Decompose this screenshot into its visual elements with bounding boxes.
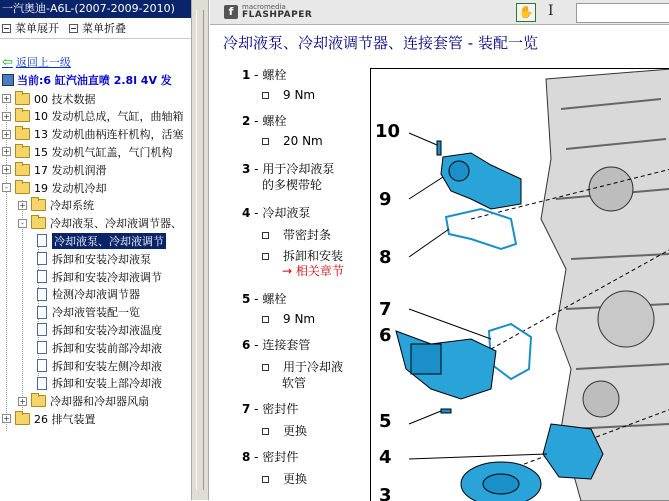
expand-toggle-icon[interactable]: +: [3, 94, 10, 103]
tree-item[interactable]: [34, 268, 162, 285]
callout-5: 5: [379, 411, 392, 432]
legend-item: 4 - 冷却液泵: [242, 206, 311, 220]
bullet-icon: [262, 253, 269, 260]
current-location: 当前:6 缸汽油直喷 2.8l 4V 发: [2, 72, 172, 88]
folder-icon: [15, 110, 30, 122]
callout-9: 9: [379, 189, 392, 210]
folder-icon: [15, 182, 30, 194]
tree-item[interactable]: [34, 321, 162, 338]
document-title: 冷却液泵、冷却液调节器、连接套管 - 装配一览: [223, 34, 538, 52]
tree-item-label: 冷却器和冷却器风扇: [50, 395, 149, 409]
hand-tool-icon[interactable]: ✋: [516, 3, 536, 22]
document-icon: [37, 323, 47, 336]
folder-icon: [15, 413, 30, 425]
tree-item-label: 26 排气装置: [34, 412, 96, 426]
bullet-icon: [262, 92, 269, 99]
legend-item-line2: 的多楔带轮: [262, 178, 323, 192]
search-input[interactable]: [576, 3, 669, 23]
expand-toggle-icon[interactable]: +: [3, 414, 10, 424]
legend-item: 6 - 连接套管: [242, 338, 311, 352]
folder-icon: [15, 128, 30, 140]
related-chapter-link[interactable]: → 相关章节: [282, 264, 344, 278]
folder-icon: [15, 164, 30, 176]
tree-item-label: 冷却液泵、冷却液调节: [54, 234, 164, 248]
expand-toggle-icon[interactable]: +: [3, 111, 10, 121]
callout-7: 7: [379, 299, 392, 320]
legend-item: 3 - 用于冷却液泵: [242, 162, 335, 176]
tree-item-label: 检测冷却液调节器: [52, 288, 140, 302]
legend-subitem: 更换: [262, 422, 307, 439]
tree-item-label: 冷却液管装配一览: [52, 306, 140, 320]
tree-item[interactable]: [34, 304, 140, 321]
folder-icon: [15, 93, 30, 105]
tree-item[interactable]: [18, 215, 182, 232]
collapse-toggle-icon[interactable]: -: [2, 183, 11, 192]
tree-item-label: 拆卸和安装上部冷却液: [52, 377, 162, 391]
legend-subitem: 9 Nm: [262, 88, 315, 102]
legend-subitem: 用于冷却液: [262, 358, 343, 375]
collapse-toggle-icon[interactable]: -: [18, 219, 27, 228]
tree-item[interactable]: [2, 161, 107, 178]
callout-6: 6: [379, 325, 392, 346]
legend-item: 8 - 密封件: [242, 450, 299, 464]
tree-item-label: 19 发动机冷却: [34, 181, 107, 195]
tree-item[interactable]: [2, 143, 173, 160]
menu-collapse-button[interactable]: 菜单折叠: [69, 20, 126, 36]
folder-icon: [15, 146, 30, 158]
tree-item-label: 00 技术数据: [34, 92, 96, 106]
expand-toggle-icon[interactable]: +: [19, 396, 26, 406]
bullet-icon: [262, 428, 269, 435]
expand-toggle-icon[interactable]: +: [3, 147, 10, 157]
tree-item-label: 17 发动机润滑: [34, 163, 107, 177]
menu-expand-button[interactable]: 菜单展开: [2, 20, 59, 36]
collapse-icon: [69, 24, 78, 33]
legend-subitem: 更换: [262, 470, 307, 487]
tree-item-label: 拆卸和安装冷却液调节: [52, 270, 162, 284]
legend-item: 5 - 螺栓: [242, 292, 287, 306]
document-icon: [37, 234, 47, 247]
document-icon: [37, 377, 47, 390]
document-icon: [37, 288, 47, 301]
tree-item[interactable]: [34, 357, 162, 374]
tree-item[interactable]: [2, 179, 107, 196]
callout-4: 4: [379, 447, 392, 468]
callout-10: 10: [375, 121, 401, 142]
document-viewer: [210, 0, 669, 500]
tree-item-label: 13 发动机曲柄连杆机构，活塞: [34, 128, 184, 142]
bullet-icon: [262, 476, 269, 483]
tree-item[interactable]: [34, 286, 140, 303]
tree-item[interactable]: [2, 126, 184, 143]
panel-splitter[interactable]: [191, 0, 209, 500]
window-title: 一汽奥迪-A6L-(2007-2009-2010): [0, 0, 191, 18]
menu-bar: [0, 18, 191, 39]
legend-subitem-line2: 软管: [282, 376, 307, 390]
tree-item[interactable]: [2, 108, 184, 125]
tree-item-label: 拆卸和安装前部冷却液: [52, 341, 162, 355]
text-select-icon[interactable]: I: [548, 3, 554, 19]
tree-item-label: 拆卸和安装冷却液温度: [52, 323, 162, 337]
tree-item[interactable]: [34, 232, 166, 249]
tree-item[interactable]: [34, 375, 162, 392]
legend-item: 1 - 螺栓: [242, 68, 287, 82]
viewer-toolbar: [210, 0, 669, 25]
tree-item[interactable]: [34, 250, 151, 267]
tree-item-label: 拆卸和安装冷却液泵: [52, 252, 151, 266]
expand-toggle-icon[interactable]: +: [19, 200, 26, 210]
exploded-diagram: [370, 68, 669, 501]
folder-icon: [31, 395, 46, 407]
callout-3: 3: [379, 485, 392, 501]
cooling-pump-illustration: [371, 69, 669, 501]
computer-icon: [2, 74, 14, 86]
bullet-icon: [262, 316, 269, 323]
folder-icon: [31, 199, 46, 211]
flashpaper-icon: f: [224, 5, 238, 19]
bullet-icon: [262, 138, 269, 145]
folder-icon: [31, 217, 46, 229]
document-icon: [37, 306, 47, 319]
tree-item-label: 冷却液泵、冷却液调节器、: [50, 217, 182, 231]
tree-item-label: 15 发动机气缸盖，气门机构: [34, 145, 173, 159]
tree-item-label: 10 发动机总成，气缸，曲轴箱: [34, 110, 184, 124]
legend-item: 7 - 密封件: [242, 402, 299, 416]
tree-item[interactable]: [2, 410, 96, 427]
tree-item[interactable]: [18, 393, 149, 410]
expand-icon: [2, 24, 11, 33]
back-arrow-icon: ⇦: [2, 54, 13, 70]
document-icon: [37, 341, 47, 354]
tree-item[interactable]: [18, 197, 94, 214]
expand-toggle-icon[interactable]: +: [3, 165, 10, 175]
document-icon: [37, 252, 47, 265]
tree-item[interactable]: [34, 339, 162, 356]
bullet-icon: [262, 364, 269, 371]
bullet-icon: [262, 232, 269, 239]
flashpaper-logo: f macromedia FLASHPAPER: [224, 3, 312, 20]
legend-subitem: 拆卸和安装: [262, 247, 343, 264]
navigation-panel: [0, 0, 191, 500]
tree-item[interactable]: [2, 90, 96, 107]
document-icon: [37, 359, 47, 372]
tree-item-label: 拆卸和安装左侧冷却液: [52, 359, 162, 373]
legend-subitem: 带密封条: [262, 226, 331, 243]
callout-8: 8: [379, 247, 392, 268]
back-link[interactable]: ⇦ 返回上一级: [2, 54, 71, 70]
tree-item-label: 冷却系统: [50, 199, 94, 213]
expand-toggle-icon[interactable]: +: [3, 129, 10, 139]
legend-subitem: 20 Nm: [262, 134, 323, 148]
legend-subitem: 9 Nm: [262, 312, 315, 326]
legend-item: 2 - 螺栓: [242, 114, 287, 128]
document-icon: [37, 270, 47, 283]
